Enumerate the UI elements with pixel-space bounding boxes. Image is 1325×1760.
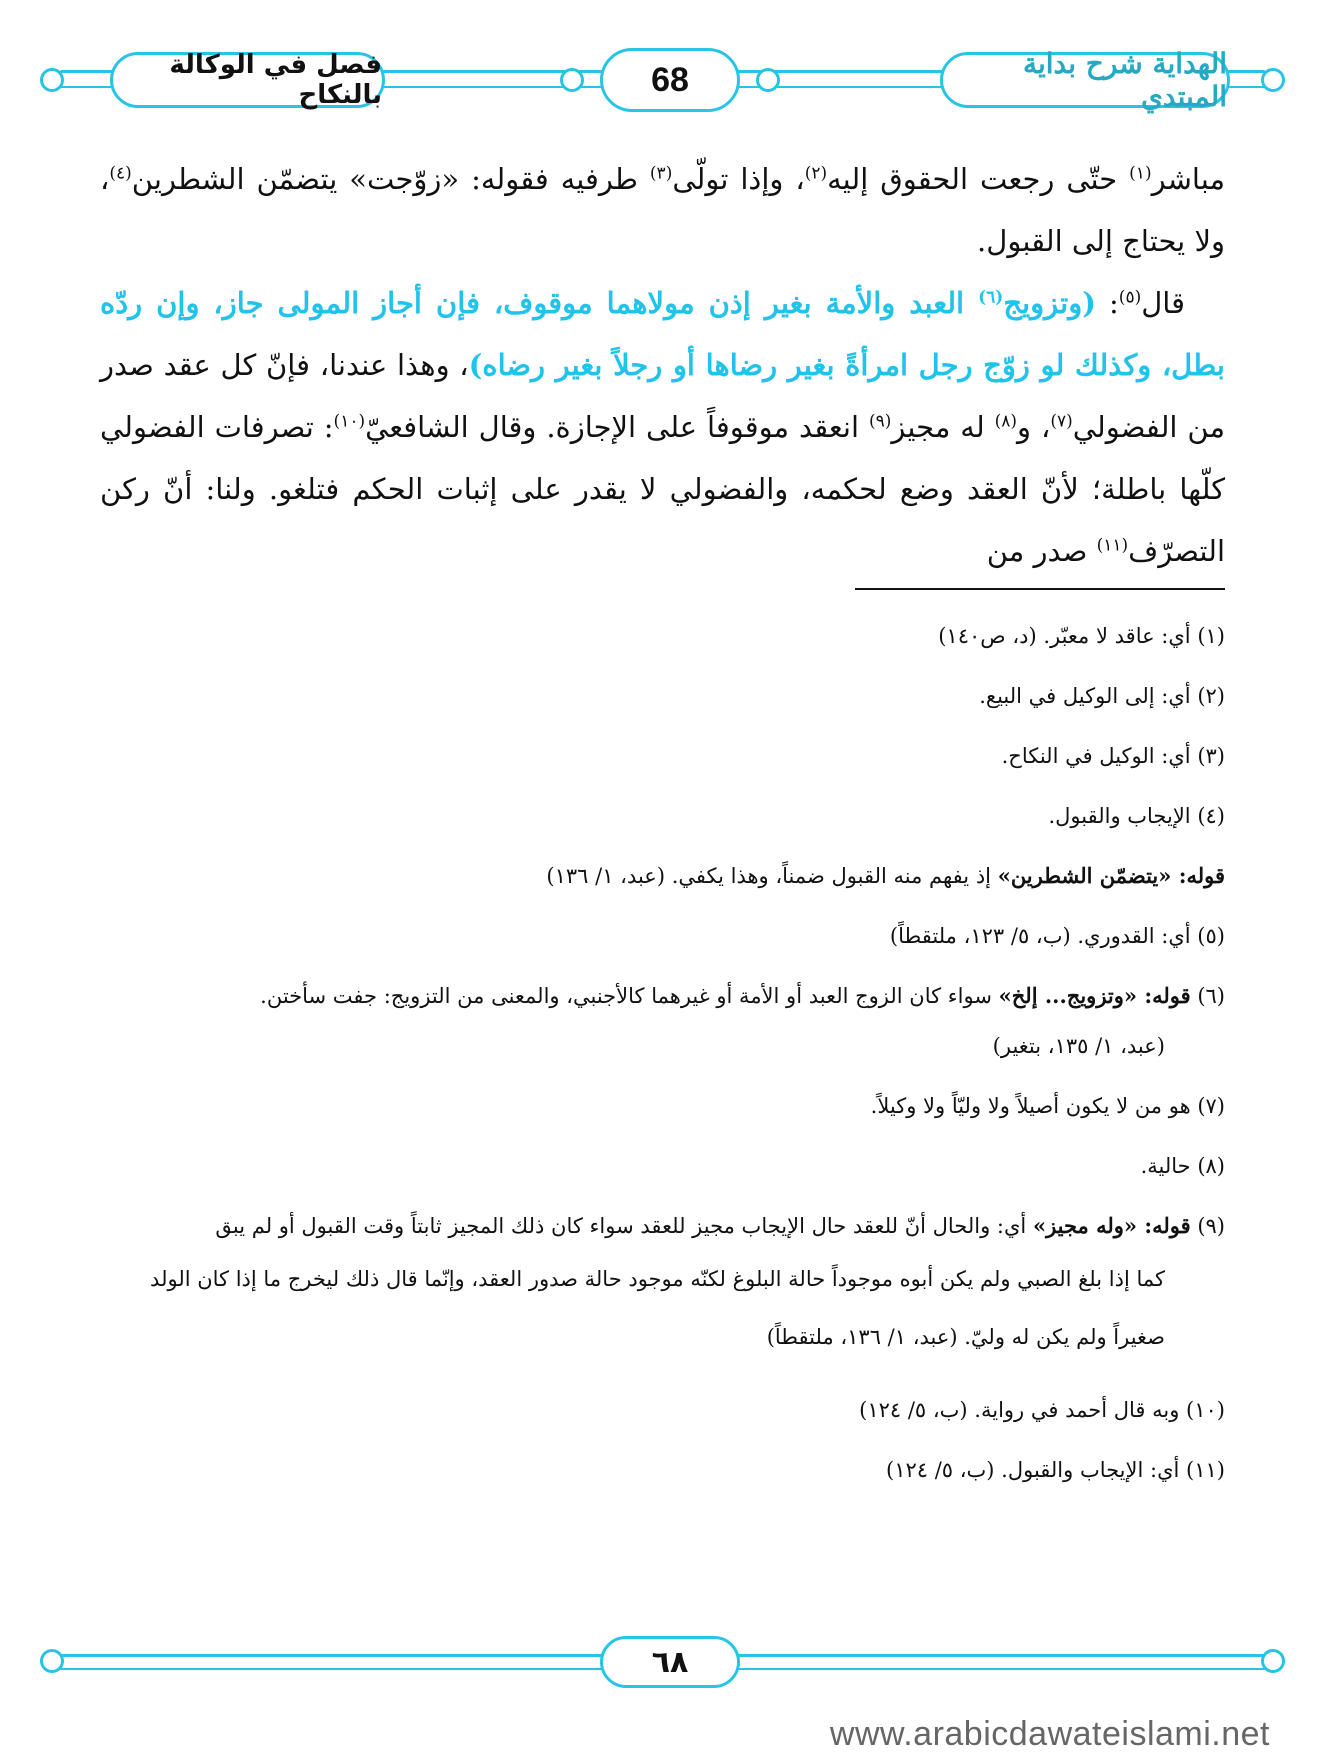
text-run: له مجيز	[891, 410, 995, 444]
footnote-ref-8[interactable]: (٨)	[994, 411, 1018, 432]
header-page-number: 68	[600, 48, 740, 112]
footnote-1: (١) أي: عاقد لا معبّر. (د، ص١٤٠)	[938, 624, 1225, 648]
footnote-9-continued: كما إذا بلغ الصبي ولم يكن أبوه موجوداً حالة البلوغ لكنّه موجود حالة صدور العقد، وإنّما قال ذلك ليخرج ما إذا كان الولد صغيراً ولم يكن له وليّ. (عبد، ١/ ١٣٦، ملتقطاً)	[150, 1267, 1165, 1349]
footnote-ref-7[interactable]: (٧)	[1050, 411, 1073, 432]
footnote-7: (٧) هو من لا يكون أصيلاً ولا وليّاً ولا وكيلاً.	[870, 1094, 1225, 1118]
text-run: ، وإذا تولّى	[672, 162, 805, 196]
footnote-6	[95, 980, 1225, 1012]
footnote-ref-9[interactable]: (٩)	[868, 411, 892, 432]
footnote-ref-4[interactable]: (٤)	[109, 163, 132, 184]
commentary-lemma: قوله: «يتضمّن الشطرين»	[997, 863, 1225, 888]
ornament-icon	[756, 68, 780, 92]
ornament-icon	[40, 1649, 64, 1673]
footnote-ref-5[interactable]: (٥)	[1118, 287, 1142, 308]
text-run: :	[1095, 286, 1119, 320]
footnote-ref-11[interactable]: (١١)	[1096, 535, 1129, 556]
matn-text: (وتزويج	[1003, 286, 1096, 320]
commentary-text: إذ يفهم منه القبول ضمناً، وهذا يكفي. (عبد، ١/ ١٣٦)	[546, 864, 998, 888]
footnote-ref-1[interactable]: (١)	[1129, 163, 1152, 184]
commentary-lemma: قوله: «وتزويج... إلخ»	[998, 983, 1191, 1008]
page-header	[40, 40, 1285, 120]
book-title: الهداية شرح بداية المبتدي	[940, 52, 1230, 108]
matn-text: العبد والأمة بغير إذن مولاهما موقوف، فإن أجاز المولى جاز، وإن ردّه بطل، وكذلك لو زوّج رجل امرأةً بغير رضاها أو رجلاً بغير رضاه)	[100, 286, 1226, 382]
footnote-6-continued: (عبد، ١/ ١٣٥، بتغير)	[992, 1034, 1165, 1058]
text-run: حتّى رجعت الحقوق إليه	[827, 162, 1130, 196]
text-run: : تصرفات الفضولي كلّها باطلة؛ لأنّ العقد وضع لحكمه، والفضولي لا يقدر على إثبات الحكم فتلغو. ولنا: أنّ ركن التصرّف	[100, 410, 1225, 568]
text-run: طرفيه فقوله: «زوّجت» يتضمّن الشطرين	[131, 162, 650, 196]
footer-page-number: ٦٨	[600, 1636, 740, 1688]
text-run: انعقد موقوفاً على الإجازة. وقال الشافعيّ	[365, 410, 869, 444]
footnote-11: (١١) أي: الإيجاب والقبول. (ب، ٥/ ١٢٤)	[885, 1458, 1225, 1482]
footnote-9	[95, 1210, 1225, 1242]
text-run: مباشر	[1151, 162, 1225, 196]
footnote-5: (٥) أي: القدوري. (ب، ٥/ ١٢٣، ملتقطاً)	[889, 924, 1225, 948]
commentary-lemma: قوله: «وله مجيز»	[1032, 1213, 1191, 1238]
footnote-separator	[855, 588, 1225, 590]
text-run: ، وهذا عندنا، فإنّ كل عقد صدر من الفضولي	[100, 348, 1225, 444]
footnote-number: (٩)	[1190, 1214, 1225, 1238]
main-text	[100, 148, 1225, 582]
ornament-icon	[40, 68, 64, 92]
text-run: صدر من	[986, 534, 1097, 568]
footnote-number: (٦)	[1190, 984, 1225, 1008]
page-footer	[40, 1632, 1285, 1692]
ornament-icon	[560, 68, 584, 92]
commentary-text: أي: والحال أنّ للعقد حال الإيجاب مجيز للعقد سواء كان ذلك المجيز ثابتاً وقت القبول أو لم يبق	[215, 1214, 1033, 1238]
ornament-icon	[1261, 68, 1285, 92]
section-title: فصل في الوكالة بالنكاح	[110, 52, 385, 108]
commentary-text: سواء كان الزوج العبد أو الأمة أو غيرهما كالأجنبي، والمعنى من التزويج: جفت سأختن.	[260, 984, 999, 1008]
footnote-4-commentary	[95, 860, 1225, 892]
footnote-3: (٣) أي: الوكيل في النكاح.	[1001, 744, 1225, 768]
footnote-ref-6[interactable]: (٦)	[978, 287, 1004, 308]
paragraph-2	[100, 272, 1225, 582]
footnote-2: (٢) أي: إلى الوكيل في البيع.	[979, 684, 1225, 708]
footnote-ref-3[interactable]: (٣)	[649, 163, 673, 184]
footnote-8: (٨) حالية.	[1140, 1154, 1225, 1178]
text-run: قال	[1141, 286, 1185, 320]
paragraph-1	[100, 148, 1225, 272]
website-url[interactable]: www.arabicdawateislami.net	[829, 1715, 1270, 1753]
footnote-10: (١٠) وبه قال أحمد في رواية. (ب، ٥/ ١٢٤)	[859, 1398, 1225, 1422]
text-run: ، ولا يحتاج إلى القبول.	[100, 162, 1225, 258]
text-run: ، و	[1017, 410, 1051, 444]
footnote-4: (٤) الإيجاب والقبول.	[1048, 804, 1225, 828]
footnotes	[95, 620, 1225, 1514]
ornament-icon	[1261, 1649, 1285, 1673]
footnote-ref-10[interactable]: (١٠)	[333, 411, 366, 432]
footnote-ref-2[interactable]: (٢)	[804, 163, 828, 184]
